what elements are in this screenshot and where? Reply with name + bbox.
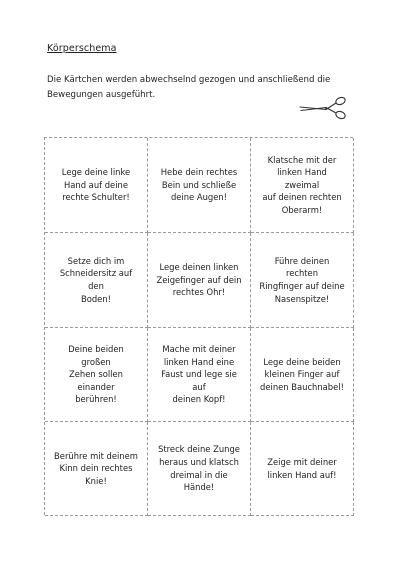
card-1-text: Lege deine linke Hand auf deine rechte Schulter!: [61, 167, 131, 203]
card-1: [45, 138, 148, 233]
scissors-icon: [298, 96, 348, 120]
card-12-text: Zeige mit deiner linken Hand auf!: [267, 456, 337, 480]
instructions-text: Die Kärtchen werden abwechselnd gezogen und anschließend die Bewegungen ausgeführt.: [47, 75, 331, 100]
page-title: Körperschema: [47, 43, 117, 54]
card-7: [45, 328, 148, 422]
card-4: [45, 233, 148, 328]
card-5-text: Lege deinen linken Zeigefinger auf dein rechtes Ohr!: [156, 262, 242, 298]
card-10-text: Berühre mit deinem Kinn dein rechtes Knie!: [54, 450, 138, 486]
card-9-text: Lege deine beiden kleinen Finger auf deinen Bauchnabel!: [260, 356, 344, 392]
card-8: [148, 328, 251, 422]
card-9: [251, 328, 354, 422]
card-2-text: Hebe dein rechtes Bein und schließe deine Augen!: [160, 167, 238, 203]
card-11: [148, 422, 251, 516]
card-5: [148, 233, 251, 328]
card-3: [251, 138, 354, 233]
card-12: [251, 422, 354, 516]
card-2: [148, 138, 251, 233]
card-grid: [44, 137, 353, 515]
card-10: [45, 422, 148, 516]
card-11-text: Streck deine Zunge heraus und klatsch dreimal in die Hände!: [158, 444, 240, 493]
card-8-text: Mache mit deiner linken Hand eine Faust und lege sie auf deinen Kopf!: [161, 344, 237, 405]
card-7-text: Deine beiden großen Zehen sollen einander berühren!: [68, 344, 124, 405]
card-3-text: Klatsche mit der linken Hand zweimal auf deinen rechten Oberarm!: [262, 154, 342, 215]
card-6: [251, 233, 354, 328]
card-4-text: Setze dich im Schneidersitz auf den Boden!: [59, 255, 133, 304]
card-6-text: Führe deinen rechten Ringfinger auf deine Nasenspitze!: [259, 255, 345, 304]
